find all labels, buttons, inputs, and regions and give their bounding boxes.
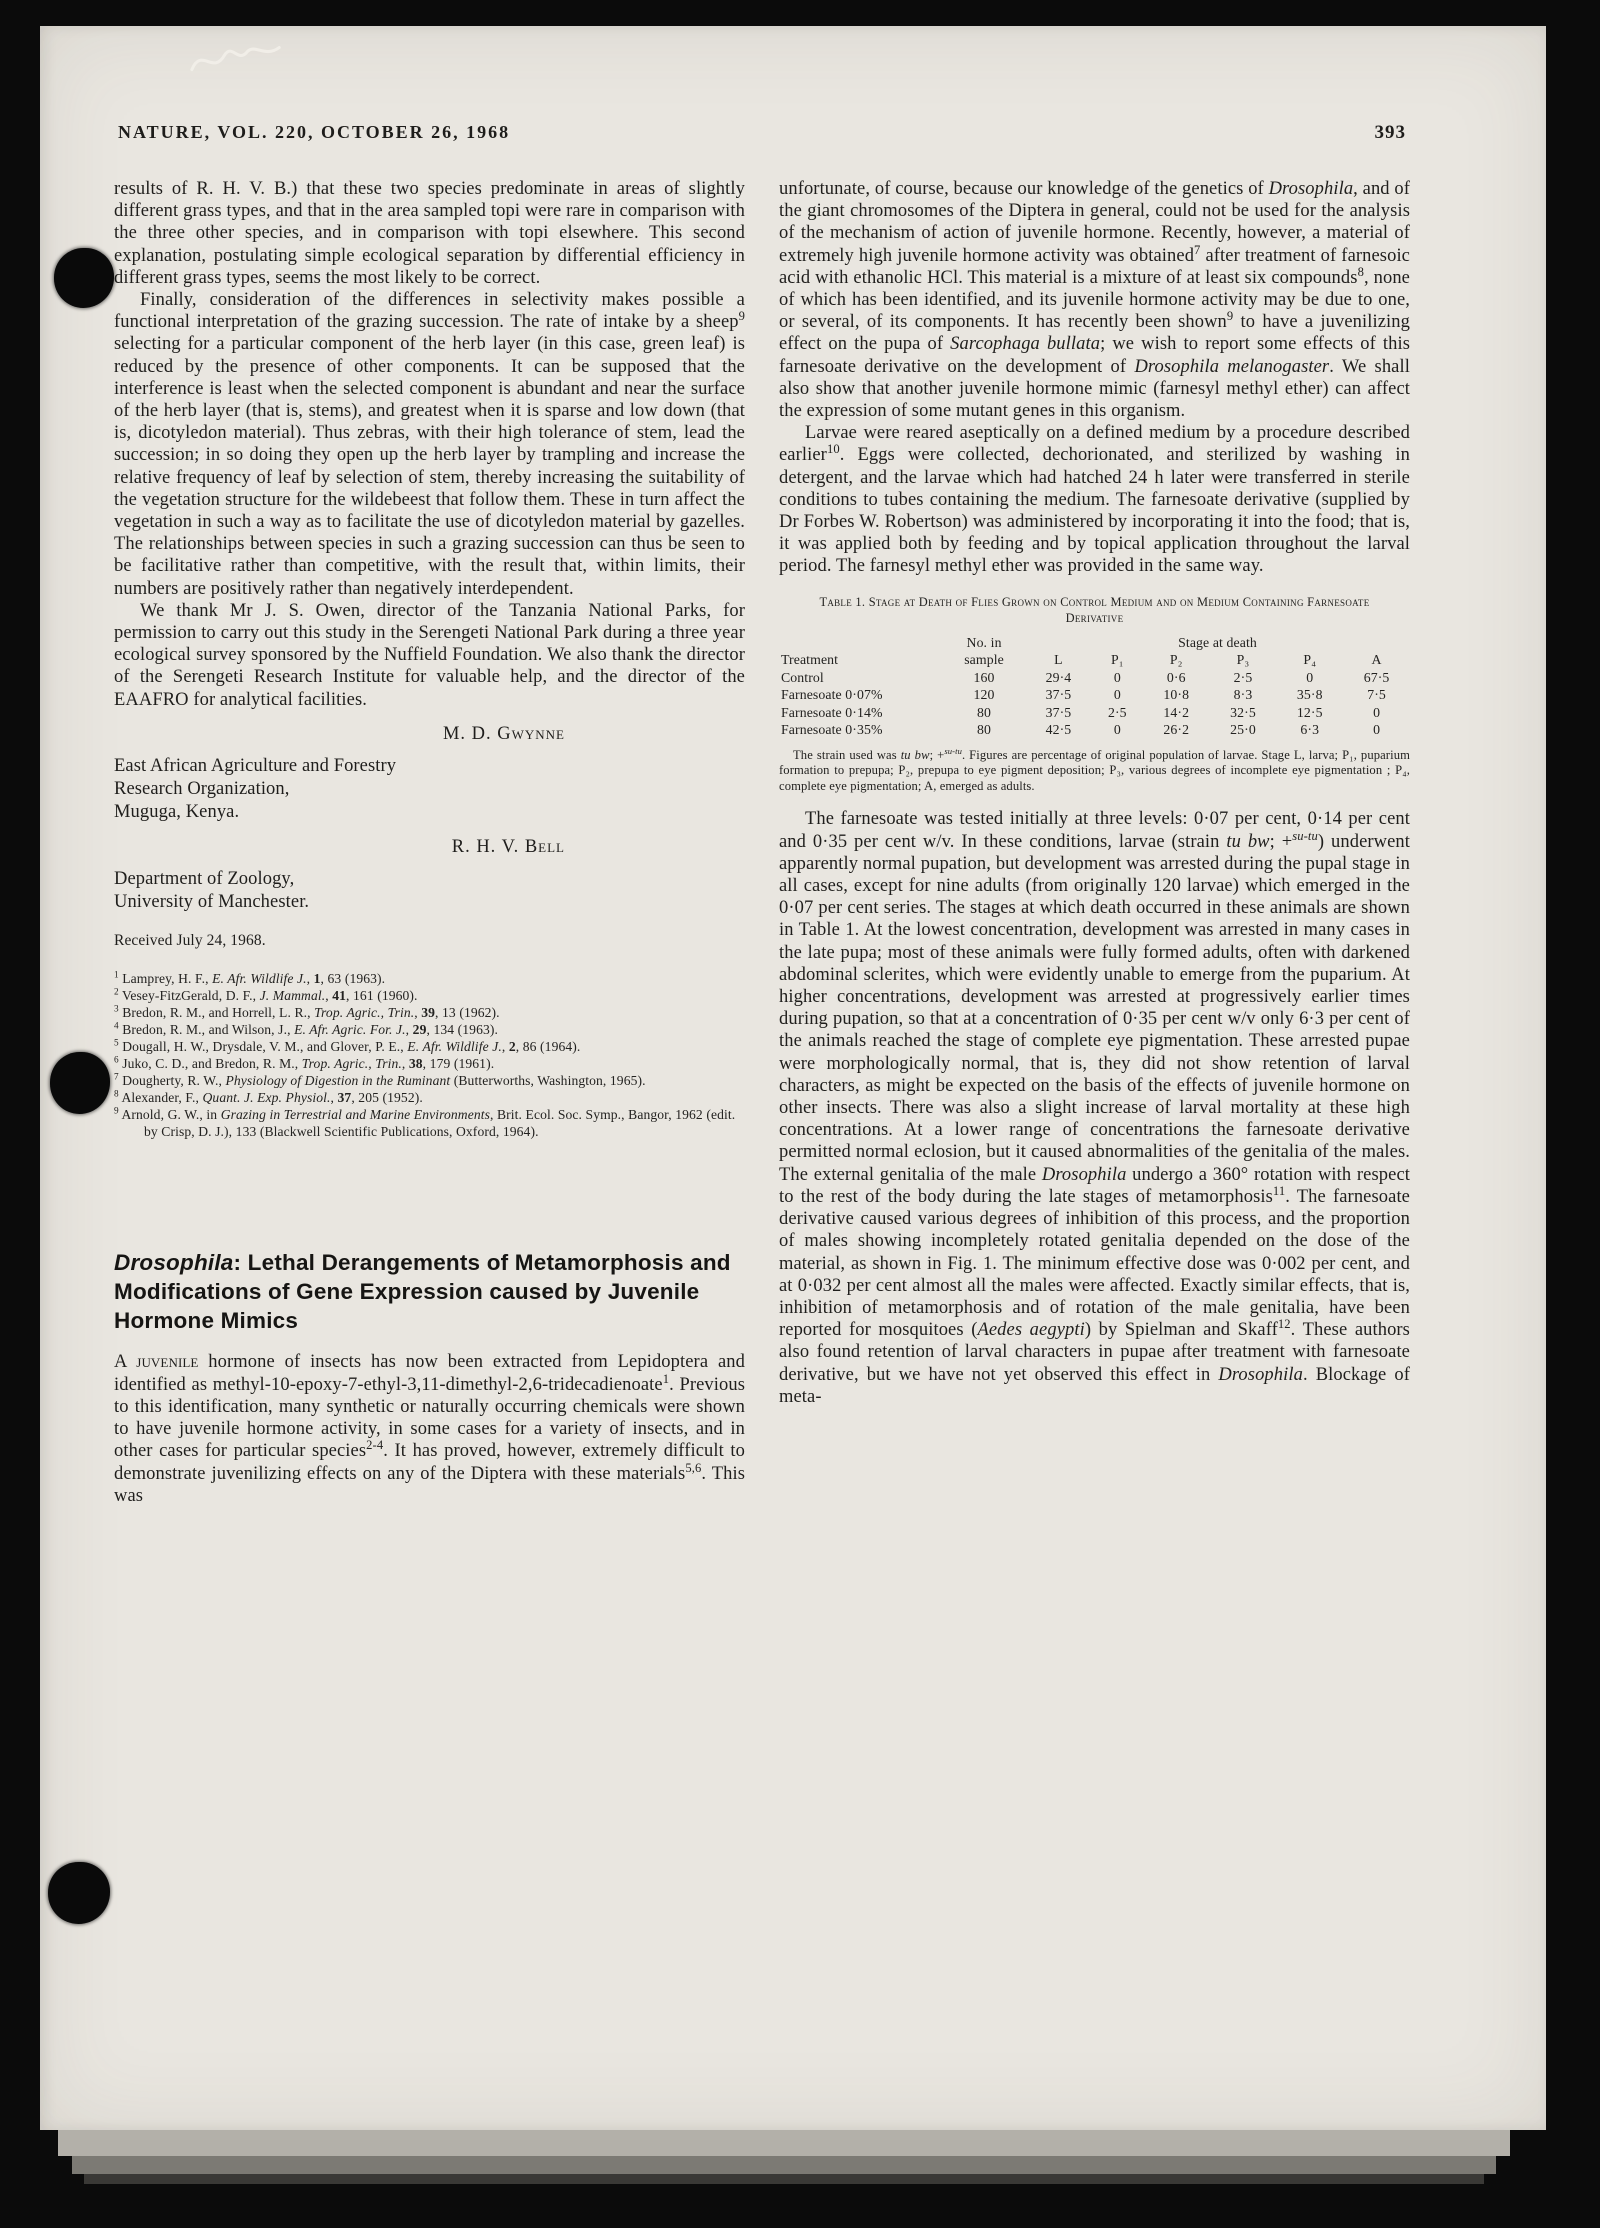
cell: 120	[973, 687, 995, 703]
cell: 37·5	[1045, 704, 1072, 720]
right-column	[779, 178, 1410, 1507]
cell-treatment: Farnesoate 0·07%	[781, 687, 883, 703]
article-intro-paragraph: A juvenile hormone of insects has now been extracted from Lepidoptera and identified as methyl-10-epoxy-7-ethyl-3,11-dimethyl-2,6-tridecadienoate$^1$. Previous to this identification, many synthetic or naturally occurring chemicals were shown to have juvenile hormone activity, in some cases for a variety of insects, and in other cases for particular species$^{2-4}$. It has proved, however, extremely difficult to demonstrate juvenilizing effects on any of the Diptera with these materials$^{5,6}$. This was	[114, 1352, 746, 1506]
cell: 80	[977, 704, 992, 720]
affiliation-line: University of Manchester.	[114, 892, 310, 913]
reference-item: $^3$ Bredon, R. M., and Horrell, L. R., Trop. Agric., Trin., 39, 13 (1962).	[114, 1003, 500, 1021]
affiliation-block	[114, 868, 745, 914]
reference-item: $^4$ Bredon, R. M., and Wilson, J., E. Afr. Agric. For. J., 29, 134 (1963).	[114, 1020, 498, 1038]
table-caption: Table 1. Stage at Death of Flies Grown on Control Medium and on Medium Containing Farnesoate Derivative	[819, 594, 1370, 625]
cell: 29·4	[1045, 669, 1072, 685]
table-header-row-1	[779, 634, 1410, 652]
paragraph: The farnesoate was tested initially at three levels: 0·07 per cent, 0·14 per cent and 0·35 per cent w/v. In these conditions, larvae (strain tu bw; +$^{su-tu}$) underwent apparently normal pupation, but development was arrested during the pupal stage in all cases, except for nine adults (from originally 120 larvae) which emerged in the 0·07 per cent series. The stages at which death occurred in these animals are shown in Table 1. At the lowest concentration, development was arrested in many cases in the late pupa; most of these animals were fully formed adults, often with darkened abdominal sclerites, which were evidently unable to emerge from the puparium. At higher concentrations, development was arrested at progressively earlier times during pupation, so that at a concentration of 0·35 per cent w/v only 6·3 per cent of the animals reached the stage of complete eye pigmentation. These arrested pupae were morphologically normal, that is, they did not show retention of larval characters, as might be expected on the basis of the effects of juvenile hormone on other insects. There was also a slight increase of larval mortality at these high concentrations. At a lower range of concentrations the farnesoate derivative permitted normal eclosion, but it caused abnormalities of the genitalia of the males. The external genitalia of the male Drosophila undergo a 360° rotation with respect to the rest of the body during the late stages of metamorphosis$^{11}$. The farnesoate derivative caused various degrees of inhibition of this process, and the proportion of males showing incompletely rotated genitalia depended on the dose of the material, as shown in Fig. 1. The minimum effective dose was 0·002 per cent, and at 0·032 per cent almost all the males were affected. Exactly similar effects, that is, inhibition of metamorphosis and of rotation of the male genitalia, have been reported for mosquitoes (Aedes aegypti) by Spielman and Skaff$^{12}$. These authors also found retention of larval characters in pupae after treatment with farnesoate derivative, but we have not yet observed this effect in Drosophila. Blockage of meta-	[779, 809, 1411, 1407]
data-table	[779, 634, 1410, 739]
cell: 32·5	[1230, 704, 1256, 720]
cell: 0	[1113, 669, 1121, 685]
paragraph: Finally, consideration of the differences in selectivity makes possible a functional interpretation of the grazing succession. The rate of intake by a sheep$^9$ selecting for a particular component of the herb layer (in this case, green leaf) is reduced by the presence of other components. It can be supposed that the interference is least when the selected component is abundant and near the surface of the herb layer (that is, stems), and greatest when it is sparse and low down (that is, dicotyledon material). Thus zebras, with their high tolerance of stem, lead the succession; in so doing they open up the herb layer by trampling and increase the relative frequency of leaf by selection of stem, thereby increasing the suitability of the vegetation structure for the wildebeest that follow them. These in turn affect the vegetation in such a way as to facilitate the use of dicotyledon material by gazelles. The relationships between species in such a grazing succession can thus be seen to be facilitative rather than competitive, with the result that, within limits, their numbers are positively rather than negatively interdependent.	[114, 290, 745, 599]
article-title: Drosophila: Lethal Derangements of Metamorphosis and Modifications of Gene Expression caused by Juvenile Hormone Mimics	[114, 1250, 731, 1334]
cell: 25·0	[1230, 722, 1256, 738]
table-row	[779, 669, 1410, 687]
author-signature: M. D. Gwynne	[442, 723, 565, 744]
paragraph: Larvae were reared aseptically on a defined medium by a procedure described earlier$^{10}$. Eggs were collected, dechorionated, and sterilized by washing in detergent, and the larvae which had hatched 24 h later were transferred in sterile conditions to tubes containing the medium. The farnesoate derivative (supplied by Dr Forbes W. Robertson) was administered by incorporating it into the food; that is, it was applied both by feeding and by topical application throughout the larval period. The farnesyl methyl ether was provided in the same way.	[779, 423, 1410, 577]
reference-item: $^2$ Vesey-FitzGerald, D. F., J. Mammal., 41, 161 (1960).	[114, 986, 418, 1004]
cell: 0	[1373, 704, 1381, 720]
author-signature: R. H. V. Bell	[451, 837, 565, 858]
table-row	[779, 686, 1410, 704]
table-row	[779, 721, 1410, 739]
cell: 10·8	[1163, 687, 1190, 703]
cell-treatment: Farnesoate 0·35%	[781, 722, 883, 738]
paragraph-acknowledgements: We thank Mr J. S. Owen, director of the Tanzania National Parks, for permission to carry out this study in the Serengeti National Park during a three year ecological survey sponsored by the Nuffield Foundation. We also thank the director of the Serengeti Research Institute for valuable help, and the director of the EAAFRO for analytical facilities.	[114, 600, 745, 710]
reference-item: $^6$ Juko, C. D., and Bredon, R. M., Trop. Agric., Trin., 38, 179 (1961).	[114, 1054, 495, 1072]
table-header-row-2	[779, 651, 1410, 669]
column-header: sample	[964, 652, 1004, 668]
cell: 37·5	[1045, 687, 1072, 703]
cell-treatment: Control	[781, 669, 824, 685]
underlying-page-edge	[72, 2156, 1496, 2174]
column-header: Treatment	[781, 652, 839, 668]
cell: 160	[973, 669, 995, 685]
hole-punch-icon	[48, 1862, 110, 1924]
hole-punch-icon	[50, 1052, 110, 1114]
cell: 14·2	[1163, 704, 1190, 720]
cell: 42·5	[1045, 722, 1072, 738]
cell: 2·5	[1107, 704, 1127, 720]
cell: 12·5	[1296, 704, 1323, 720]
affiliation-line: Research Organization,	[114, 779, 290, 800]
cell: 6·3	[1300, 722, 1320, 738]
reference-item: $^7$ Dougherty, R. W., Physiology of Digestion in the Ruminant (Butterworths, Washington, 1965).	[114, 1071, 646, 1089]
cell-treatment: Farnesoate 0·14%	[781, 704, 883, 720]
column-header: P₃	[1236, 652, 1250, 668]
cell: 0	[1113, 722, 1121, 738]
underlying-page-edge	[84, 2174, 1484, 2184]
affiliation-block	[114, 755, 745, 824]
table-corner-cell	[779, 634, 943, 652]
paragraph-continuation: results of R. H. V. B.) that these two species predominate in areas of slightly different grass types, and that in the area sampled topi were rare in comparison with the three other species, and in comparison with topi elsewhere. This second explanation, postulating simple ecological separation by differential efficiency in different grass types, seems the most likely to be correct.	[114, 179, 745, 288]
cell: 67·5	[1363, 669, 1390, 685]
cell: 2·5	[1233, 669, 1253, 685]
table-row	[779, 704, 1410, 722]
column-header: L	[1054, 652, 1063, 668]
column-group-header: Stage at death	[1178, 634, 1257, 650]
reference-item: $^5$ Dougall, H. W., Drysdale, V. M., and Glover, P. E., E. Afr. Wildlife J., 2, 86 (1964).	[114, 1037, 581, 1055]
cell: 26·2	[1163, 722, 1190, 738]
received-date: Received July 24, 1968.	[114, 932, 266, 950]
page-content	[114, 122, 1410, 1507]
page-number: 393	[1374, 122, 1406, 143]
journal-page	[40, 26, 1546, 2130]
table-1-block	[779, 594, 1410, 795]
running-head	[114, 122, 1410, 144]
reference-item: $^1$ Lamprey, H. F., E. Afr. Wildlife J., 1, 63 (1963).	[114, 969, 386, 987]
scan-mark-squiggle	[188, 40, 284, 82]
two-column-layout	[114, 178, 1410, 1507]
underlying-page-edge	[58, 2130, 1510, 2156]
reference-item: $^8$ Alexander, F., Quant. J. Exp. Physiol., 37, 205 (1952).	[114, 1088, 423, 1106]
column-header: No. in	[966, 634, 1002, 650]
cell: 80	[977, 722, 992, 738]
cell: 0	[1373, 722, 1381, 738]
hole-punch-icon	[54, 248, 114, 308]
journal-title: NATURE, VOL. 220, OCTOBER 26, 1968	[118, 122, 511, 142]
cell: 35·8	[1296, 687, 1323, 703]
column-header: P₄	[1303, 652, 1317, 668]
affiliation-line: Muguga, Kenya.	[114, 802, 240, 823]
table-footnote: The strain used was tu bw; +$^{su-tu}$. Figures are percentage of original population of larvae. Stage L, larva; P₁, puparium formation to prepupa; P₂, prepupa to eye pigment deposition; P₃, various degrees of incomplete eye pigmentation ; P₄, complete eye pigmentation; A, emerged as adults.	[779, 745, 1410, 793]
cell: 0	[1306, 669, 1314, 685]
left-column	[114, 178, 745, 1507]
reference-list	[114, 970, 745, 1140]
affiliation-line: Department of Zoology,	[114, 869, 295, 890]
cell: 0·6	[1166, 669, 1186, 685]
column-header: A	[1371, 652, 1382, 668]
paragraph-continuation: unfortunate, of course, because our knowledge of the genetics of Drosophila, and of the giant chromosomes of the Diptera in general, could not be used for the analysis of the mechanism of action of juvenile hormone. Recently, however, a material of extremely high juvenile hormone activity was obtained$^7$ after treatment of farnesoic acid with ethanolic HCl. This material is a mixture of at least six compounds$^8$, none of which has been identified, and its juvenile hormone activity may be due to one, or several, of its components. It has recently been shown$^9$ to have a juvenilizing effect on the pupa of Sarcophaga bullata; we wish to report some effects of this farnesoate derivative on the development of Drosophila melanogaster. We shall also show that another juvenile hormone mimic (farnesyl methyl ether) can affect the expression of some mutant genes in this organism.	[779, 179, 1411, 422]
cell: 8·3	[1233, 687, 1253, 703]
reference-item: $^9$ Arnold, G. W., in Grazing in Terrestrial and Marine Environments, Brit. Ecol. Soc. Symp., Bangor, 1962 (edit. by Crisp, D. J.), 133 (Blackwell Scientific Publications, Oxford, 1964).	[114, 1105, 736, 1140]
affiliation-line: East African Agriculture and Forestry	[114, 756, 397, 777]
cell: 0	[1113, 687, 1121, 703]
column-header: P₁	[1111, 652, 1124, 668]
column-header: P₂	[1169, 652, 1183, 668]
cell: 7·5	[1367, 687, 1386, 703]
